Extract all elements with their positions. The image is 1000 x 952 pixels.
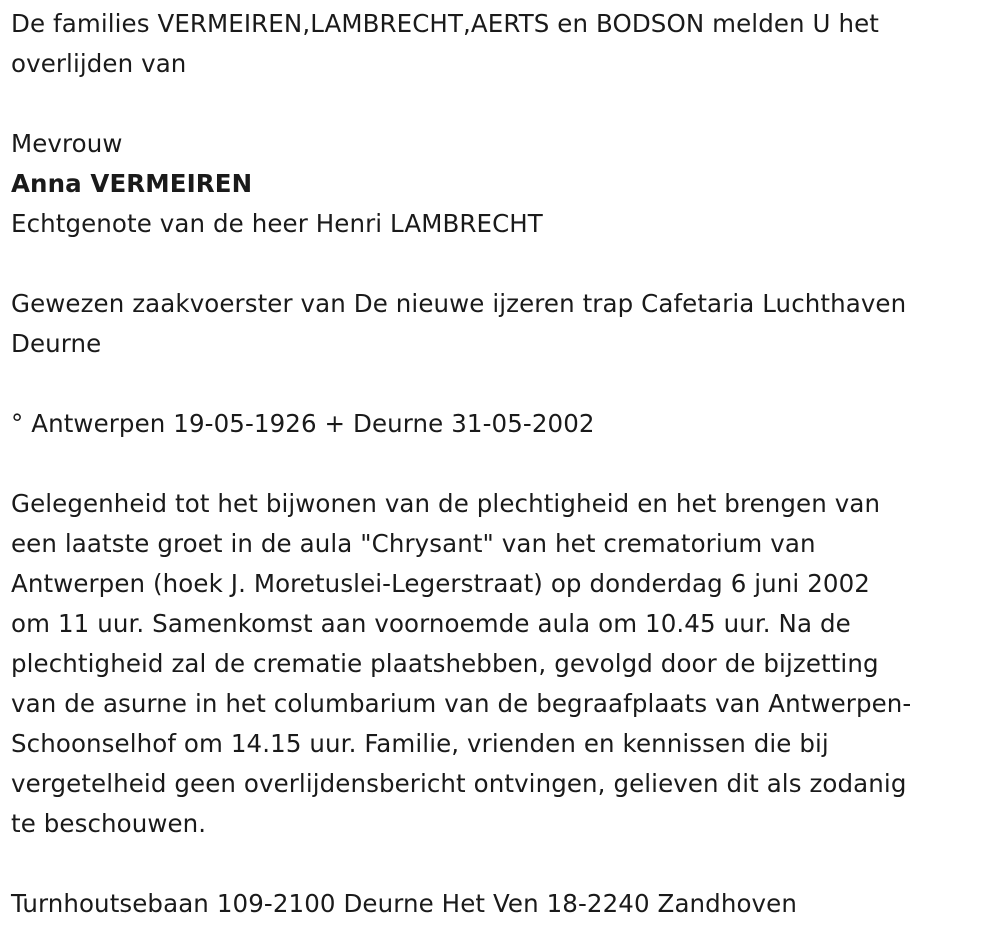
deceased-name: Anna VERMEIREN xyxy=(11,169,253,198)
ceremony-line: Gelegenheid tot het bijwonen van de plechtigheid en het brengen van xyxy=(11,489,881,518)
ceremony-line: Antwerpen (hoek J. Moretuslei-Legerstraat) op donderdag 6 juni 2002 xyxy=(11,569,870,598)
addresses-line: Turnhoutsebaan 109-2100 Deurne Het Ven 18-2240 Zandhoven xyxy=(11,889,797,918)
ceremony-line: plechtigheid zal de crematie plaatshebben, gevolgd door de bijzetting xyxy=(11,649,879,678)
spouse-line: Echtgenote van de heer Henri LAMBRECHT xyxy=(11,209,543,238)
ceremony-line: te beschouwen. xyxy=(11,809,207,838)
ceremony-line: van de asurne in het columbarium van de begraafplaats van Antwerpen- xyxy=(11,689,912,718)
spacer xyxy=(11,444,991,484)
birth-death-dates: ° Antwerpen 19-05-1926 + Deurne 31-05-2002 xyxy=(11,409,595,438)
ceremony-line: een laatste groet in de aula "Chrysant" van het crematorium van xyxy=(11,529,816,558)
ceremony-line: vergetelheid geen overlijdensbericht ontvingen, gelieven dit als zodanig xyxy=(11,769,907,798)
intro-line-1: De families VERMEIREN,LAMBRECHT,AERTS en BODSON melden U het xyxy=(11,9,879,38)
spacer xyxy=(11,844,991,884)
occupation-line-2: Deurne xyxy=(11,329,102,358)
ceremony-line: Schoonselhof om 14.15 uur. Familie, vrienden en kennissen die bij xyxy=(11,729,829,758)
ceremony-line: om 11 uur. Samenkomst aan voornoemde aula om 10.45 uur. Na de xyxy=(11,609,851,638)
death-notice xyxy=(11,4,991,924)
salutation: Mevrouw xyxy=(11,129,123,158)
spacer xyxy=(11,244,991,284)
spacer xyxy=(11,84,991,124)
ceremony-paragraph xyxy=(11,484,991,844)
intro-line-2: overlijden van xyxy=(11,49,187,78)
occupation-line-1: Gewezen zaakvoerster van De nieuwe ijzeren trap Cafetaria Luchthaven xyxy=(11,289,907,318)
spacer xyxy=(11,364,991,404)
